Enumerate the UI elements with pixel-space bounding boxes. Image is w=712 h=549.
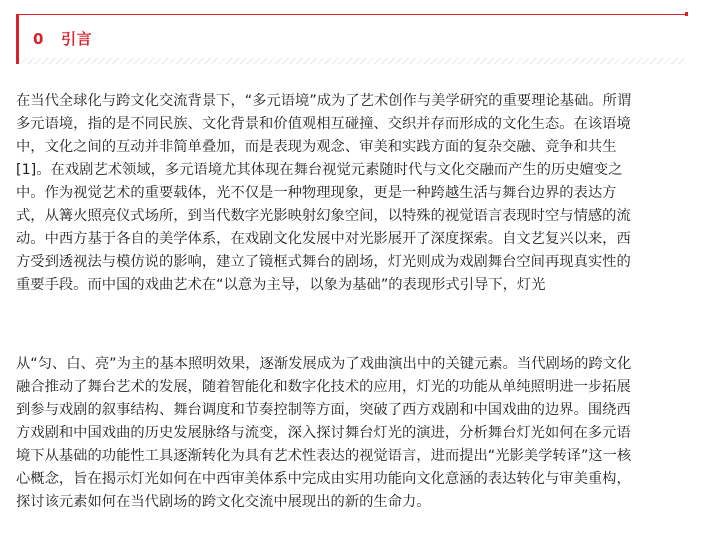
paragraph-line: 方戏剧和中国戏曲的历史发展脉络与流变，深入探讨舞台灯光的演进，分析舞台灯光如何在多元语 (16, 425, 631, 441)
section-title: 0 引言 (33, 30, 93, 48)
section-header (16, 14, 686, 64)
paragraph-line: 境下从基础的功能性工具逐渐转化为具有艺术性表达的视觉语言，进而提出“光影美学转译”这一核 (16, 448, 632, 464)
paragraph-line: 多元语境，指的是不同民族、文化背景和价值观相互碰撞、交织并存而形成的文化生态。在该语境 (16, 116, 631, 132)
header-top-rule (19, 14, 686, 15)
paragraph-line: 到参与戏剧的叙事结构、舞台调度和节奏控制等方面，突破了西方戏剧和中国戏曲的边界。围绕西 (16, 402, 631, 418)
paragraph-line: [1]。在戏剧艺术领域，多元语境尤其体现在舞台视觉元素随时代与文化交融而产生的历史嬗变之 (16, 162, 623, 178)
header-corner-mark (685, 12, 688, 16)
paragraph-line: 式，从篝火照亮仪式场所，到当代数字光影映射幻象空间，以特殊的视觉语言表现时空与情感的流 (16, 208, 631, 224)
paragraph-line: 在当代全球化与跨文化交流背景下，“多元语境”成为了艺术创作与美学研究的重要理论基础。所谓 (16, 93, 632, 109)
paragraph-line: 融合推动了舞台艺术的发展，随着智能化和数字化技术的应用，灯光的功能从单纯照明进一步拓展 (16, 379, 631, 395)
paragraph-line: 中。作为视觉艺术的重要载体，光不仅是一种物理现象，更是一种跨越生活与舞台边界的表达方 (16, 185, 617, 201)
paragraph-line: 方受到透视法与模仿说的影响，建立了镜框式舞台的剧场，灯光则成为戏剧舞台空间再现真实性的 (16, 254, 631, 270)
paragraph-2 (16, 353, 696, 514)
paragraph-line: 重要手段。而中国的戏曲艺术在“以意为主导，以象为基础”的表现形式引导下，灯光 (16, 277, 546, 293)
paragraph-1 (16, 90, 696, 297)
paragraph-line: 心概念，旨在揭示灯光如何在中西审美体系中完成由实用功能向文化意涵的表达转化与审美重构， (16, 471, 631, 487)
paragraph-line: 从“匀、白、亮”为主的基本照明效果，逐渐发展成为了戏曲演出中的关键元素。当代剧场的跨文化 (16, 356, 632, 372)
paragraph-line: 探讨该元素如何在当代剧场的跨文化交流中展现出的新的生命力。 (16, 494, 431, 510)
paragraph-line: 中，文化之间的互动并非简单叠加，而是表现为观念、审美和实践方面的复杂交融、竞争和共生 (16, 139, 617, 155)
paragraph-line: 动。中西方基于各自的美学体系，在戏剧文化发展中对光影展开了深度探索。自文艺复兴以来，西 (16, 231, 631, 247)
